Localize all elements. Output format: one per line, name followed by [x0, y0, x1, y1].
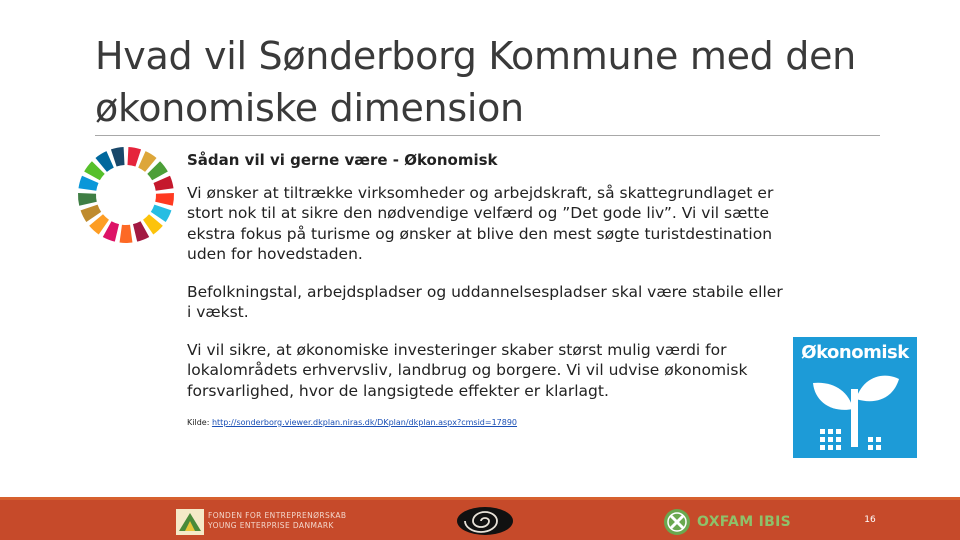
sdg-badge-label: Økonomisk — [801, 342, 909, 363]
page-number: 16 — [864, 515, 876, 525]
fonden-line-2: YOUNG ENTERPRISE DANMARK — [208, 521, 334, 530]
oxfam-label: OXFAM IBIS — [697, 514, 791, 530]
oxfam-logo-icon — [662, 508, 692, 536]
slide-body — [187, 150, 787, 436]
source-note — [187, 418, 787, 428]
sdg-wheel-segment — [111, 147, 125, 166]
sdg-wheel-segment — [78, 193, 97, 206]
sdg-wheel-segment — [155, 193, 174, 206]
fonden-line-1: FONDEN FOR ENTREPRENØRSKAB — [208, 511, 347, 520]
sdg-wheel-segment — [153, 176, 173, 191]
source-prefix: Kilde: — [187, 418, 212, 427]
slide-title: Hvad vil Sønderborg Kommune med den økonomiske dimension — [95, 34, 856, 130]
sdg-wheel-segment — [128, 147, 142, 166]
paragraph-3: Vi vil sikre, at økonomiske investeringer skaber størst mulig værdi for lokalområdets erhvervsliv, landbrug og borgere. Vi vil udvise økonomisk forsvarlighed, hvor de langsigtede effekter er klarlagt. — [187, 340, 748, 400]
spiral-logo-icon — [456, 506, 514, 536]
sdg-wheel-icon — [76, 145, 176, 245]
sdg-wheel-segment — [78, 176, 98, 191]
fonden-logo — [176, 509, 356, 535]
fonden-logo-icon — [176, 509, 204, 535]
paragraph-2: Befolkningstal, arbejdspladser og uddannelsespladser skal være stabile eller i vækst. — [187, 282, 783, 321]
sdg-wheel-segment — [120, 225, 133, 243]
fonden-text — [208, 511, 346, 531]
sdg-economic-badge — [793, 337, 917, 458]
paragraph-1: Vi ønsker at tiltrække virksomheder og arbejdskraft, så skattegrundlaget er stort nok til at sikre den nødvendige velfærd og ”Det gode liv”. Vi vil sætte ekstra fokus på turisme og ønsker at blive den mest søgte turistdestination uden for hovedstaden. — [187, 183, 774, 263]
source-link[interactable]: http://sonderborg.viewer.dkplan.niras.dk/DKplan/dkplan.aspx?cmsid=17890 — [211, 418, 518, 427]
title-divider — [95, 135, 880, 136]
footer-accent — [0, 497, 960, 500]
oxfam-logo — [662, 508, 791, 536]
section-heading: Sådan vil vi gerne være - Økonomisk — [187, 151, 498, 169]
